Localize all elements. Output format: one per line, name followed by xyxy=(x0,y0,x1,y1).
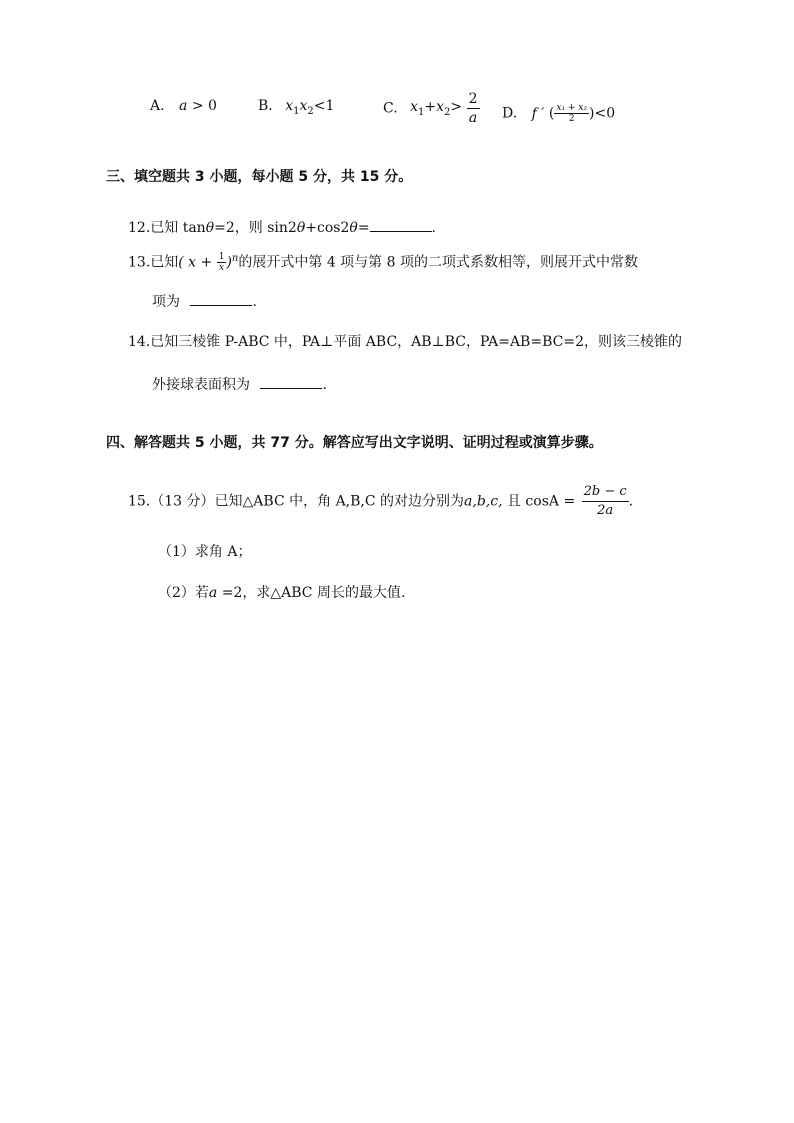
option-d-fprime: f ′ xyxy=(531,105,545,122)
option-c-fraction xyxy=(467,90,480,127)
q15-part2-b: =2，求△ABC 周长的最大值. xyxy=(217,585,406,601)
q13-line2: 项为 xyxy=(152,294,180,310)
q12-end: . xyxy=(431,220,436,236)
question-13-line-2 xyxy=(152,291,257,312)
option-b-relation: <1 xyxy=(313,98,335,114)
question-14-line-2 xyxy=(152,374,327,395)
section-4-heading: 四、解答题共 5 小题，共 77 分。解答应写出文字说明、证明过程或演算步骤。 xyxy=(106,435,603,451)
option-c-numerator: 2 xyxy=(468,91,478,107)
option-a xyxy=(150,98,217,114)
q15-part-1: （1）求角 A； xyxy=(158,544,252,560)
q12-theta-1: θ xyxy=(205,220,215,236)
q13-text-a: 13.已知 xyxy=(128,254,179,271)
option-d-numerator: x₁ + x₂ xyxy=(556,103,588,113)
q15-part2-a: （2）若 xyxy=(158,585,209,601)
q13-fraction xyxy=(217,252,227,273)
q12-theta-3: θ xyxy=(349,220,358,236)
q13-text-b: 的展开式中第 4 项与第 8 项的二项式系数相等，则展开式中常数 xyxy=(238,254,638,271)
option-a-label: A. xyxy=(150,98,165,114)
option-d-label: D. xyxy=(502,105,518,122)
q13-expr-close: ) xyxy=(226,254,232,271)
option-c-sub2: 2 xyxy=(444,106,451,118)
option-c-relation: > xyxy=(450,99,463,116)
option-d-fraction xyxy=(554,103,589,124)
q13-exponent: n xyxy=(231,253,239,264)
q15-text-b: 且 cosA = xyxy=(502,493,576,510)
q13-frac-num: 1 xyxy=(218,252,225,263)
q13-frac-den: x xyxy=(217,262,227,273)
q15-abc: a,b,c, xyxy=(464,493,503,510)
q15-part2-var: a xyxy=(208,585,218,601)
q14-line2: 外接球表面积为 xyxy=(152,377,250,393)
option-c-label: C. xyxy=(383,100,398,117)
option-d-relation: <0 xyxy=(594,105,616,122)
q12-text-c: +cos2 xyxy=(305,220,350,236)
q12-text-d: = xyxy=(357,220,370,236)
q13-expr-open: ( x + xyxy=(178,254,217,271)
question-14: 14.已知三棱锥 P-ABC 中，PA⊥平面 ABC，AB⊥BC，PA=AB=BC=2，则该三棱锥的 xyxy=(128,334,682,350)
option-b-label: B. xyxy=(258,98,273,114)
option-c-sub1: 1 xyxy=(418,106,425,118)
option-a-var: a xyxy=(179,98,188,114)
option-c-plus: + xyxy=(424,99,437,116)
q15-part-2 xyxy=(158,583,405,603)
option-c-denominator: a xyxy=(467,108,480,127)
question-15 xyxy=(128,483,633,520)
q13-end: . xyxy=(252,294,257,310)
q14-answer-blank xyxy=(260,374,322,389)
q13-answer-blank xyxy=(190,291,252,306)
option-d-denominator: 2 xyxy=(554,113,589,124)
option-c xyxy=(383,90,480,127)
q15-text-a: 15.（13 分）已知△ABC 中，角 A,B,C 的对边分别为 xyxy=(128,493,465,510)
option-b-sub2: 2 xyxy=(307,105,314,117)
q15-end: . xyxy=(628,493,634,510)
question-13 xyxy=(128,249,638,273)
question-12 xyxy=(128,217,436,238)
q14-end: . xyxy=(322,377,327,393)
q12-answer-blank xyxy=(370,217,432,232)
q12-theta-2: θ xyxy=(296,220,306,236)
option-b-x2: x xyxy=(299,98,308,114)
q15-fraction xyxy=(582,483,629,520)
option-b-x1: x xyxy=(285,98,294,114)
option-b xyxy=(258,98,334,117)
q15-frac-num: 2b − c xyxy=(583,484,627,499)
option-c-x1: x xyxy=(410,99,419,116)
q12-text-a: 12.已知 tan xyxy=(128,220,206,236)
option-b-sub1: 1 xyxy=(293,105,300,117)
section-3-heading: 三、填空题共 3 小题，每小题 5 分，共 15 分。 xyxy=(106,169,413,185)
option-c-x2: x xyxy=(436,99,445,116)
q12-text-b: =2，则 sin2 xyxy=(214,220,297,236)
option-d: D. f ′ ( $\frac{\text{x₁ + x₂}}{2}$ )<0 xyxy=(502,103,616,124)
q15-frac-den: 2a xyxy=(582,501,629,520)
option-a-relation: > 0 xyxy=(191,98,217,114)
